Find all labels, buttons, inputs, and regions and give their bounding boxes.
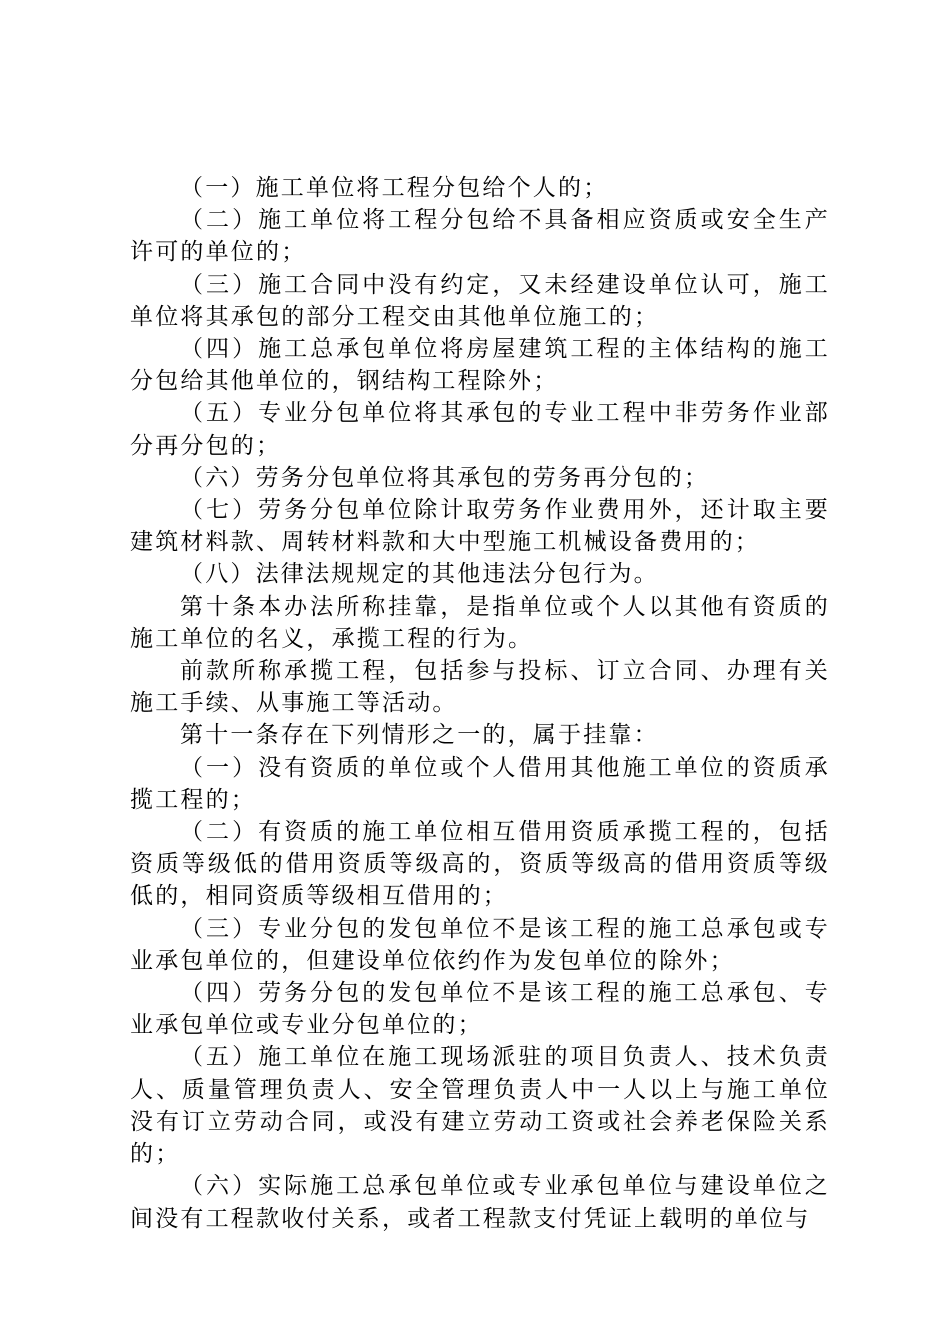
clause-item-2: （二）施工单位将工程分包给不具备相应资质或安全生产许可的单位的； [130,207,830,266]
clause-item-8: （八）法律法规规定的其他违法分包行为。 [180,561,659,588]
article-11: 第十一条存在下列情形之一的，属于挂靠： [180,722,659,749]
article-11-item-6: （六）实际施工总承包单位或专业承包单位与建设单位之间没有工程款收付关系，或者工程款支付凭证上载明的单位与 [130,1173,830,1232]
article-11-item-2: （二）有资质的施工单位相互借用资质承揽工程的，包括资质等级低的借用资质等级高的，资质等级高的借用资质等级低的，相同资质等级相互借用的； [130,819,830,910]
article-11-item-5: （五）施工单位在施工现场派驻的项目负责人、技术负责人、质量管理负责人、安全管理负责人中一人以上与施工单位没有订立劳动合同，或没有建立劳动工资或社会养老保险关系的； [130,1044,830,1168]
article-10-paragraph-2: 前款所称承揽工程，包括参与投标、订立合同、办理有关施工手续、从事施工等活动。 [130,658,830,717]
article-11-item-3: （三）专业分包的发包单位不是该工程的施工总承包或专业承包单位的，但建设单位依约作为发包单位的除外； [130,915,830,974]
article-11-item-1: （一）没有资质的单位或个人借用其他施工单位的资质承揽工程的； [130,754,830,813]
article-10: 第十条本办法所称挂靠，是指单位或个人以其他有资质的施工单位的名义，承揽工程的行为。 [130,593,830,652]
clause-item-5: （五）专业分包单位将其承包的专业工程中非劳务作业部分再分包的； [130,400,830,459]
article-11-item-4: （四）劳务分包的发包单位不是该工程的施工总承包、专业承包单位或专业分包单位的； [130,980,830,1039]
clause-item-4: （四）施工总承包单位将房屋建筑工程的主体结构的施工分包给其他单位的，钢结构工程除外； [130,336,830,395]
document-body [130,172,830,1235]
clause-item-3: （三）施工合同中没有约定，又未经建设单位认可，施工单位将其承包的部分工程交由其他单位施工的； [130,271,830,330]
clause-item-6: （六）劳务分包单位将其承包的劳务再分包的； [180,464,710,491]
clause-item-1: （一）施工单位将工程分包给个人的； [180,175,609,201]
clause-item-7: （七）劳务分包单位除计取劳务作业费用外，还计取主要建筑材料款、周转材料款和大中型施工机械设备费用的； [130,497,830,556]
